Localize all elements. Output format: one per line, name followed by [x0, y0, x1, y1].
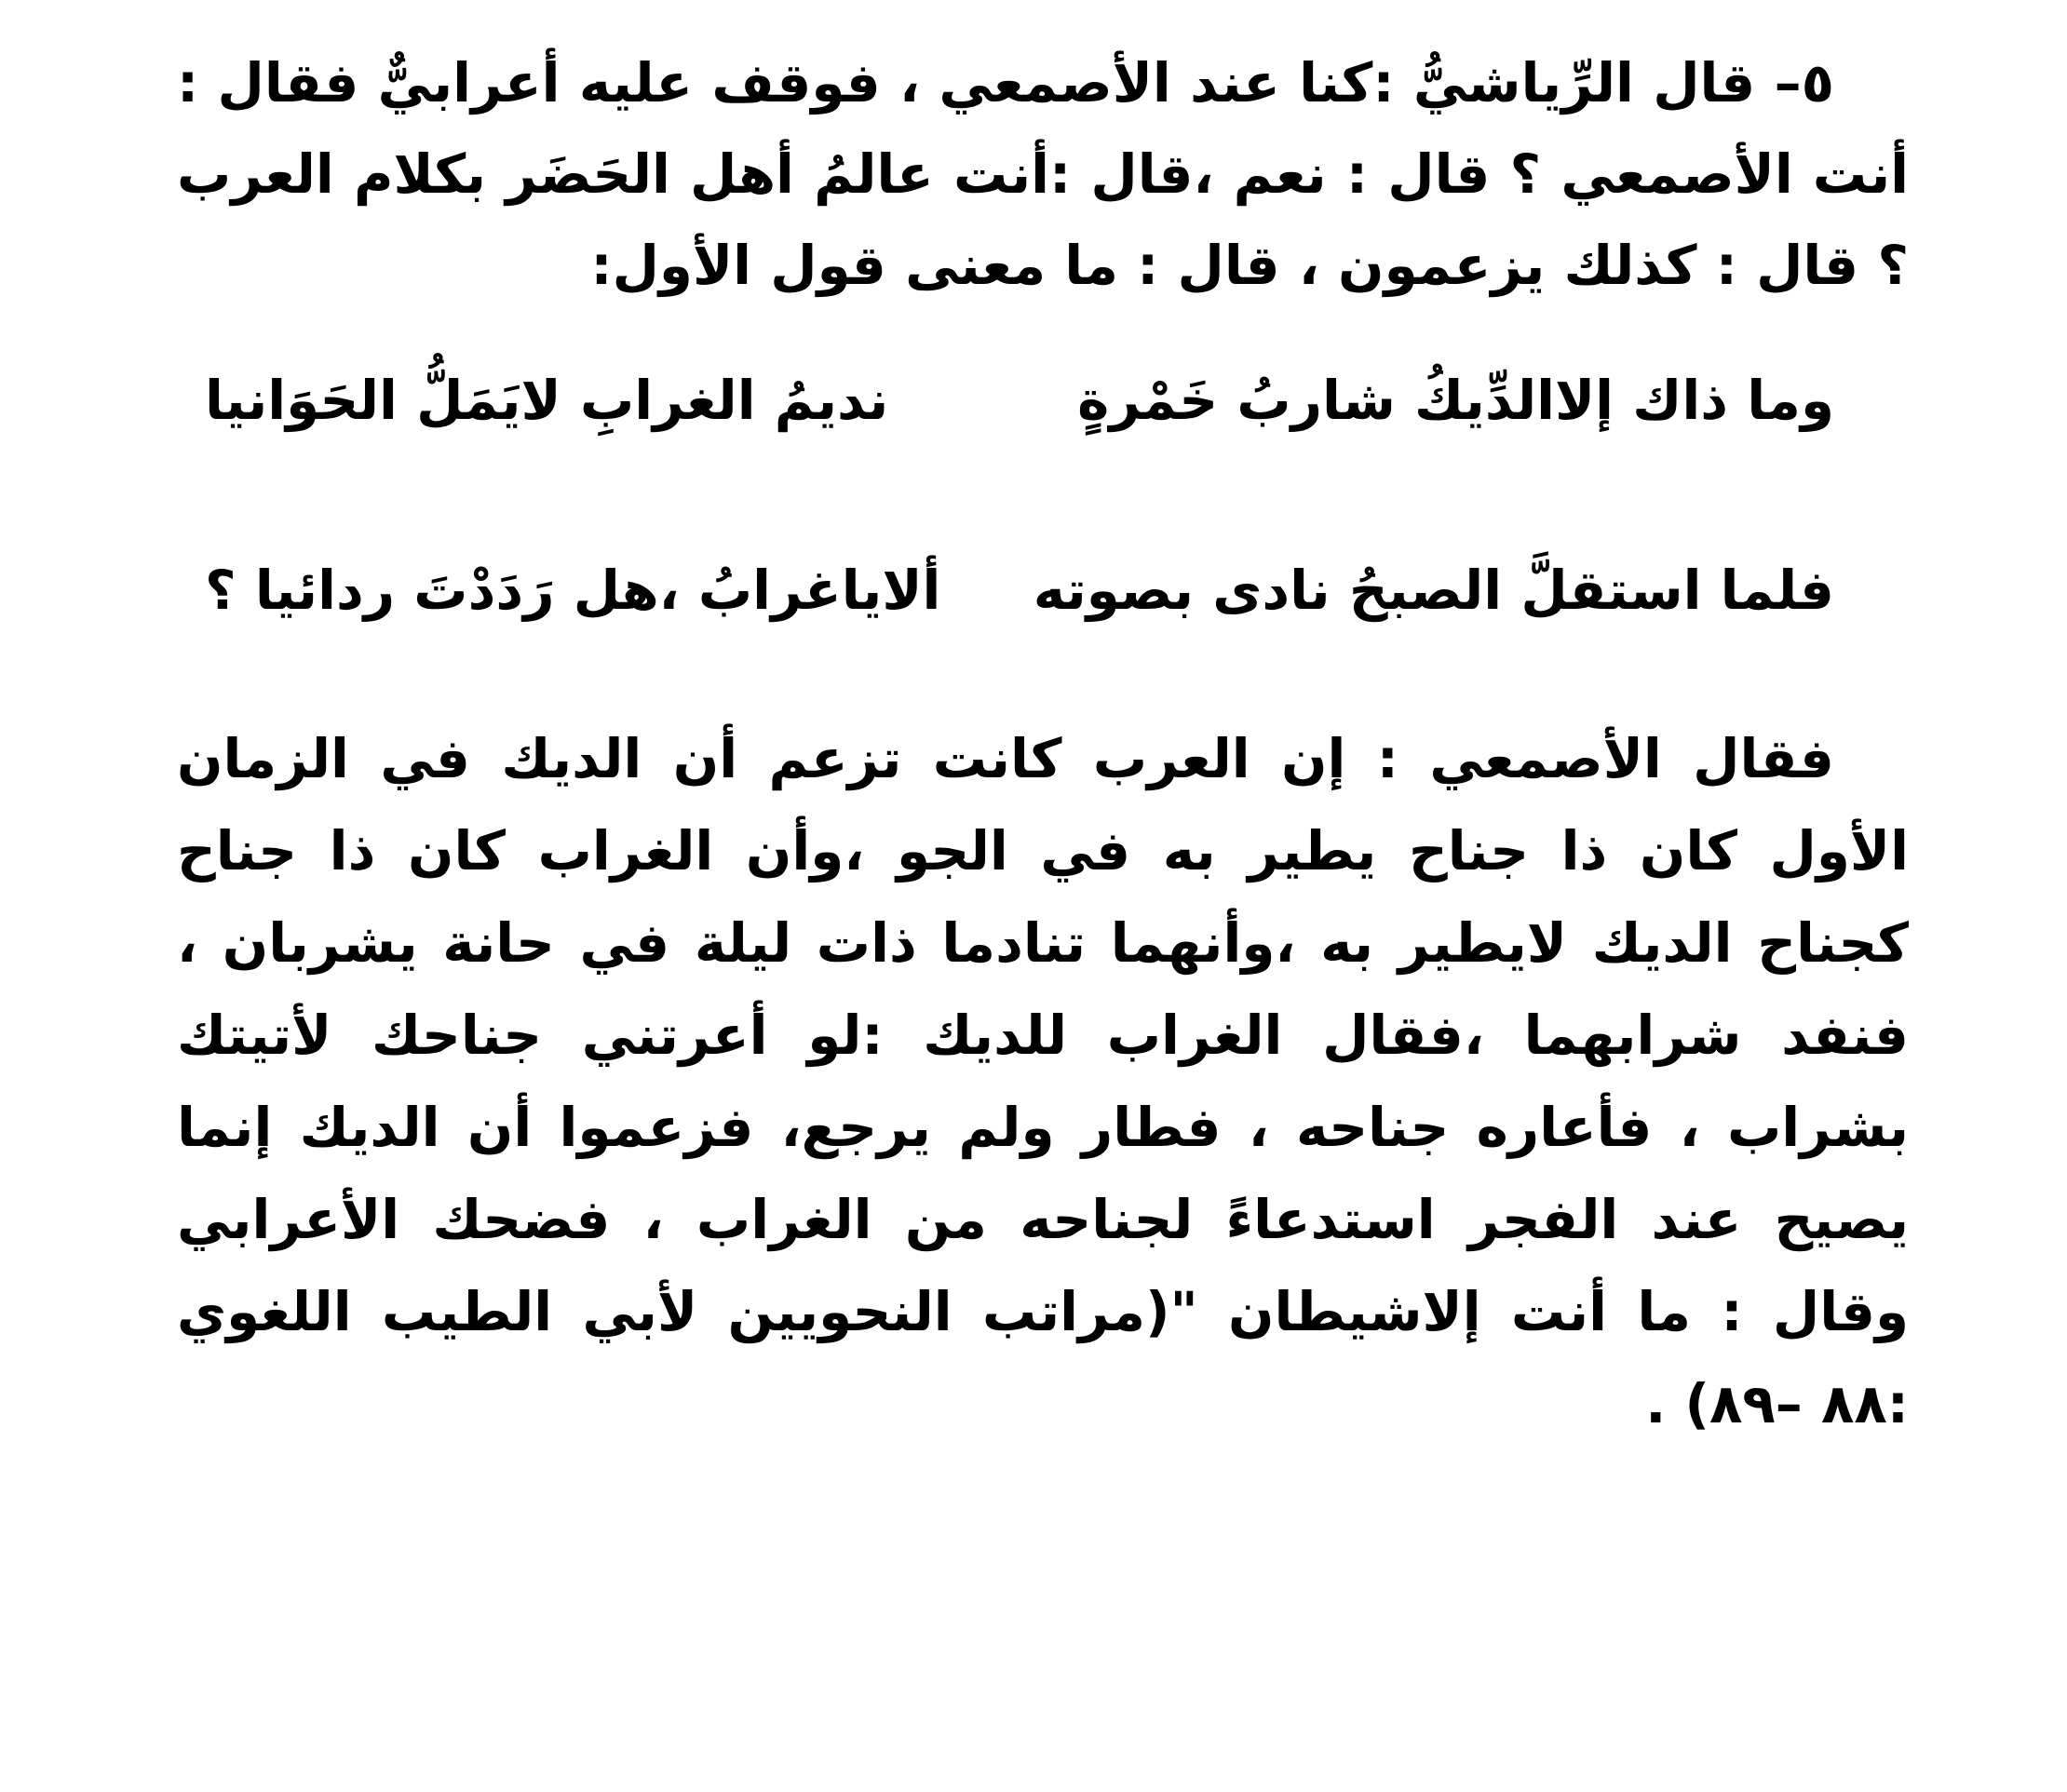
verse-line	[205, 559, 1834, 659]
paragraph-explanation: فقال الأصمعي : إن العرب كانت تزعم أن الديك في الزمان الأول كان ذا جناح يطير به في الجو ،وأن الغراب كان ذا جناح كجناح الديك لايطير به ،وأنهما تنادما ذات ليلة في حانة يشربان ، فنفد شرابهما ،فقال الغراب للديك :لو أعرتني جناحك لأتيتك بشراب ، فأعاره جناحه ، فطار ولم يرجع، فزعموا أن الديك إنما يصيح عند الفجر استدعاءً لجناحه من الغراب ، فضحك الأعرابي وقال : ما أنت إلاشيطان "(مراتب النحويين لأبي الطيب اللغوي :٨٨ –٨٩) .	[177, 727, 1909, 1435]
paragraph-intro: ٥– قال الرِّياشيُّ :كنا عند الأصمعي ، فوقف عليه أعرابيٌّ فقال : أنت الأصمعي ؟ قال : نعم ،قال :أنت عالمُ أهل الحَضَر بكلام العرب ؟ قال : كذلك يزعمون ، قال : ما معنى قول الأول:	[177, 51, 1909, 297]
document-page	[177, 37, 1909, 1769]
poem-verses	[177, 369, 1909, 659]
verse-first-hemistich: فلما استقلَّ الصبحُ نادى بصوته	[1033, 559, 1834, 622]
verse-second-hemistich: ألاياغرابُ ،هل رَدَدْتَ ردائيا ؟	[205, 559, 941, 622]
verse-line	[205, 369, 1834, 469]
verse-first-hemistich: وما ذاك إلاالدِّيكُ شاربُ خَمْرةٍ	[1077, 369, 1834, 432]
verse-second-hemistich: نديمُ الغرابِ لايَمَلُّ الحَوَانيا	[205, 369, 889, 432]
